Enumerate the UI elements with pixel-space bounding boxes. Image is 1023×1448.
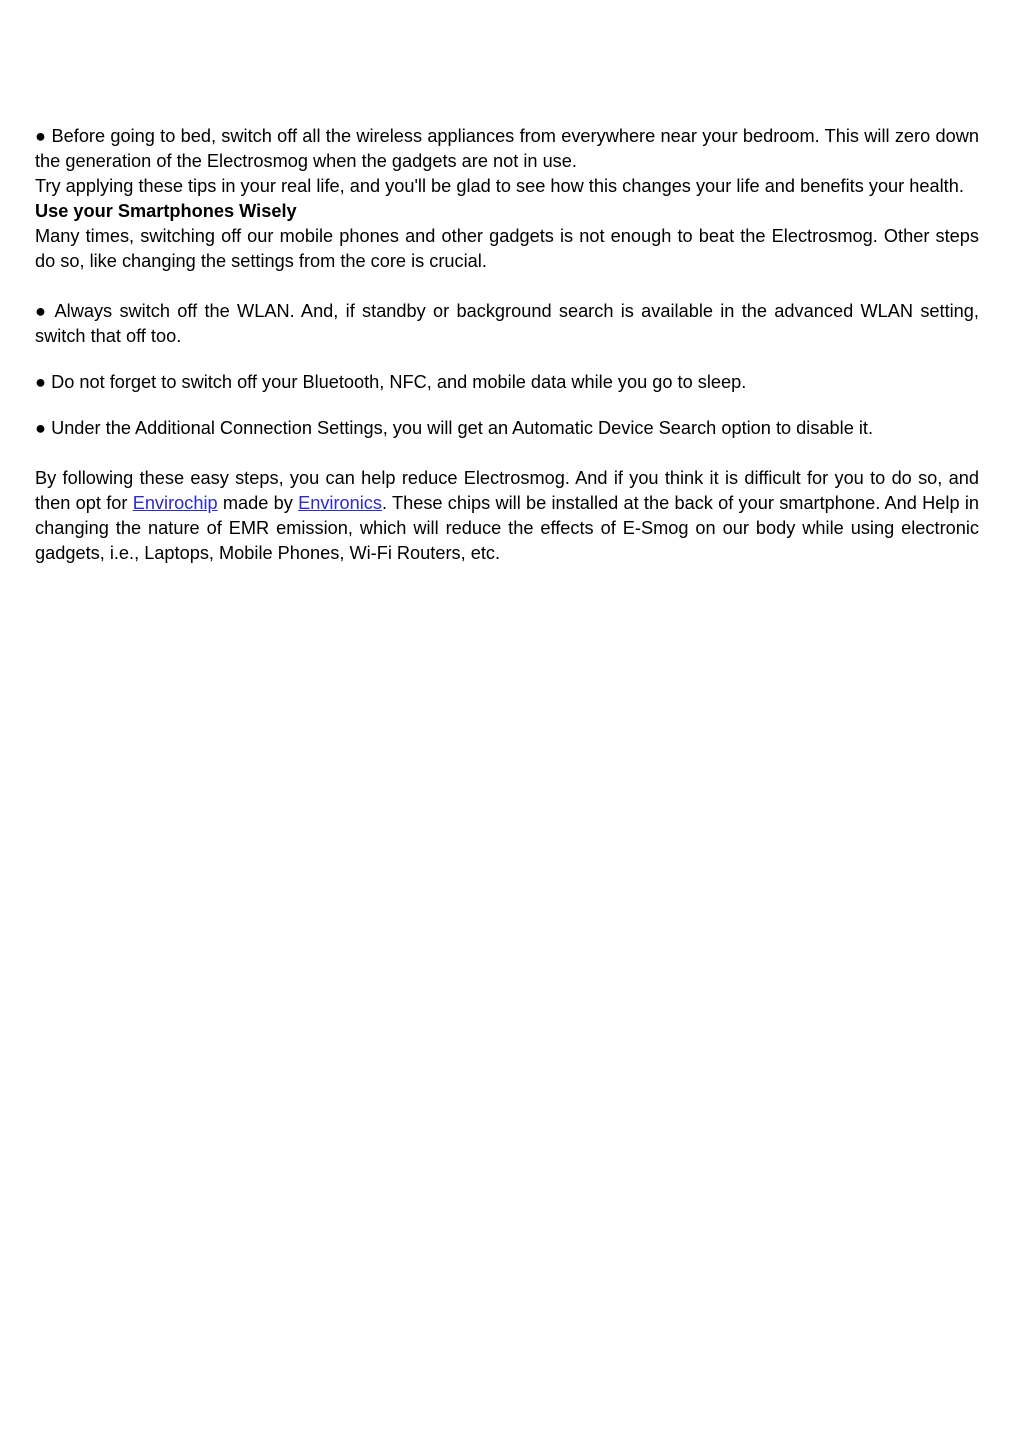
closing-text-1: By following these easy steps, you can help reduce Electrosmog. And if you think it is difficult for you to do so, and then opt for — [35, 468, 979, 513]
bullet-icon: ● — [35, 418, 46, 438]
section-intro: Many times, switching off our mobile phones and other gadgets is not enough to beat the Electrosmog. Other steps do so, like changing the settings from the core is crucial. — [35, 226, 979, 271]
bullet-device-search — [35, 416, 979, 441]
bedroom-bullet-text: Before going to bed, switch off all the wireless appliances from everywhere near your bedroom. This will zero down the generation of the Electrosmog when the gadgets are not in use. — [35, 126, 979, 171]
bullet-device-search-text: Under the Additional Connection Settings, you will get an Automatic Device Search option to disable it. — [51, 418, 874, 438]
bullet-icon: ● — [35, 372, 46, 392]
envirochip-link[interactable]: Envirochip — [132, 493, 218, 513]
closing-text-2: made by — [217, 493, 299, 513]
environics-link[interactable]: Environics — [298, 493, 382, 513]
bullet-bluetooth — [35, 370, 979, 395]
bullet-icon: ● — [35, 126, 47, 146]
bullet-bluetooth-text: Do not forget to switch off your Bluetooth, NFC, and mobile data while you go to sleep. — [51, 372, 747, 392]
closing-text-3: . These chips will be installed at the back of your smartphone. And Help in changing the nature of EMR emission, which will reduce the effects of E-Smog on our body while using electronic gadgets, i.e., Laptops, Mobile Phones, Wi-Fi Routers, etc. — [35, 493, 979, 563]
bullet-wlan — [35, 299, 979, 349]
bullet-icon: ● — [35, 301, 49, 321]
closing-paragraph — [35, 466, 979, 566]
document-page — [35, 124, 979, 566]
section-heading: Use your Smartphones Wisely — [35, 201, 297, 221]
tips-paragraph: Try applying these tips in your real life, and you'll be glad to see how this changes your life and benefits your health. — [35, 176, 964, 196]
bedroom-bullet — [35, 124, 979, 174]
bullet-wlan-text: Always switch off the WLAN. And, if standby or background search is available in the advanced WLAN setting, switch that off too. — [35, 301, 979, 346]
